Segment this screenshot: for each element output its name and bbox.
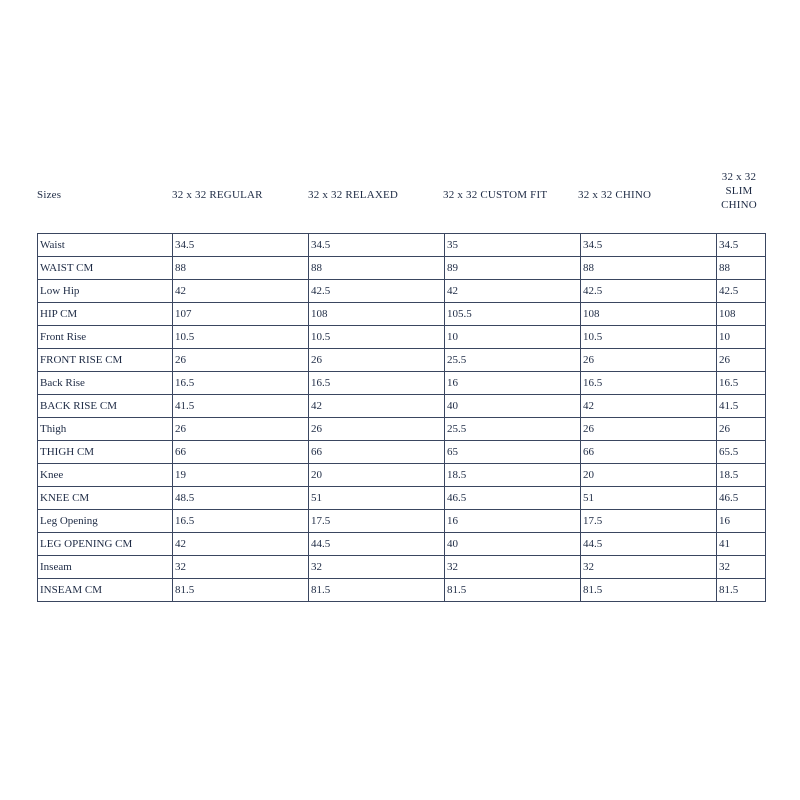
table-cell: 16 <box>717 510 766 533</box>
table-cell: 81.5 <box>445 579 581 602</box>
table-cell: 81.5 <box>309 579 445 602</box>
table-cell: 88 <box>173 257 309 280</box>
table-cell: 20 <box>309 464 445 487</box>
table-row <box>38 372 766 395</box>
table-row <box>38 510 766 533</box>
table-cell: 34.5 <box>717 234 766 257</box>
table-cell: 42 <box>173 533 309 556</box>
table-cell: 17.5 <box>309 510 445 533</box>
table-cell: 42.5 <box>717 280 766 303</box>
table-cell: 108 <box>581 303 717 326</box>
table-cell: 44.5 <box>581 533 717 556</box>
table-cell: 88 <box>717 257 766 280</box>
header-sizes-label: Sizes <box>37 189 62 201</box>
table-cell: 88 <box>581 257 717 280</box>
table-cell: 20 <box>581 464 717 487</box>
table-cell: 88 <box>309 257 445 280</box>
table-cell: 25.5 <box>445 349 581 372</box>
table-cell: 44.5 <box>309 533 445 556</box>
table-row <box>38 326 766 349</box>
table-cell: 48.5 <box>173 487 309 510</box>
row-label: FRONT RISE CM <box>38 349 173 372</box>
table-cell: 32 <box>717 556 766 579</box>
table-cell: 46.5 <box>717 487 766 510</box>
table-cell: 10 <box>445 326 581 349</box>
table-row <box>38 487 766 510</box>
row-label: Thigh <box>38 418 173 441</box>
table-cell: 26 <box>309 418 445 441</box>
table-cell: 10.5 <box>173 326 309 349</box>
table-cell: 10 <box>717 326 766 349</box>
table-row <box>38 556 766 579</box>
table-row <box>38 579 766 602</box>
table-cell: 26 <box>717 418 766 441</box>
table-cell: 89 <box>445 257 581 280</box>
table-cell: 26 <box>581 418 717 441</box>
table-cell: 65 <box>445 441 581 464</box>
table-cell: 81.5 <box>717 579 766 602</box>
size-table-body <box>38 234 766 602</box>
row-label: BACK RISE CM <box>38 395 173 418</box>
table-row <box>38 395 766 418</box>
table-cell: 32 <box>581 556 717 579</box>
table-cell: 51 <box>309 487 445 510</box>
table-cell: 51 <box>581 487 717 510</box>
table-cell: 42 <box>445 280 581 303</box>
table-cell: 26 <box>581 349 717 372</box>
table-cell: 108 <box>717 303 766 326</box>
row-label: HIP CM <box>38 303 173 326</box>
table-cell: 10.5 <box>581 326 717 349</box>
table-cell: 42 <box>309 395 445 418</box>
table-row <box>38 349 766 372</box>
table-cell: 66 <box>173 441 309 464</box>
table-cell: 40 <box>445 533 581 556</box>
table-cell: 18.5 <box>445 464 581 487</box>
table-cell: 42.5 <box>581 280 717 303</box>
table-cell: 66 <box>309 441 445 464</box>
table-cell: 34.5 <box>581 234 717 257</box>
row-label: Knee <box>38 464 173 487</box>
table-cell: 26 <box>173 349 309 372</box>
table-cell: 16.5 <box>581 372 717 395</box>
table-cell: 40 <box>445 395 581 418</box>
row-label: Low Hip <box>38 280 173 303</box>
row-label: Inseam <box>38 556 173 579</box>
table-cell: 34.5 <box>173 234 309 257</box>
table-cell: 32 <box>309 556 445 579</box>
table-cell: 108 <box>309 303 445 326</box>
table-row <box>38 418 766 441</box>
table-cell: 16 <box>445 372 581 395</box>
table-row <box>38 257 766 280</box>
table-cell: 65.5 <box>717 441 766 464</box>
table-cell: 41 <box>717 533 766 556</box>
table-cell: 19 <box>173 464 309 487</box>
table-cell: 10.5 <box>309 326 445 349</box>
row-label: KNEE CM <box>38 487 173 510</box>
table-cell: 46.5 <box>445 487 581 510</box>
table-cell: 16.5 <box>173 510 309 533</box>
table-cell: 17.5 <box>581 510 717 533</box>
table-cell: 81.5 <box>173 579 309 602</box>
header-relaxed: 32 x 32 RELAXED <box>308 189 399 201</box>
table-row <box>38 303 766 326</box>
table-cell: 16.5 <box>717 372 766 395</box>
row-label: LEG OPENING CM <box>38 533 173 556</box>
table-row <box>38 533 766 556</box>
table-cell: 16.5 <box>309 372 445 395</box>
table-cell: 32 <box>445 556 581 579</box>
row-label: INSEAM CM <box>38 579 173 602</box>
table-cell: 107 <box>173 303 309 326</box>
header-regular: 32 x 32 REGULAR <box>172 189 263 201</box>
row-label: WAIST CM <box>38 257 173 280</box>
size-table <box>37 233 766 602</box>
table-cell: 35 <box>445 234 581 257</box>
header-row <box>37 170 765 230</box>
table-cell: 26 <box>173 418 309 441</box>
table-cell: 105.5 <box>445 303 581 326</box>
table-cell: 42.5 <box>309 280 445 303</box>
table-cell: 26 <box>309 349 445 372</box>
table-cell: 18.5 <box>717 464 766 487</box>
table-cell: 81.5 <box>581 579 717 602</box>
header-custom-fit: 32 x 32 CUSTOM FIT <box>443 189 548 201</box>
table-cell: 26 <box>717 349 766 372</box>
table-cell: 16 <box>445 510 581 533</box>
table-row <box>38 234 766 257</box>
table-row <box>38 280 766 303</box>
row-label: Leg Opening <box>38 510 173 533</box>
table-cell: 41.5 <box>173 395 309 418</box>
row-label: Back Rise <box>38 372 173 395</box>
table-cell: 32 <box>173 556 309 579</box>
table-row <box>38 464 766 487</box>
header-slim-chino: 32 x 32 SLIM CHINO <box>721 171 757 211</box>
table-cell: 41.5 <box>717 395 766 418</box>
table-cell: 25.5 <box>445 418 581 441</box>
row-label: Front Rise <box>38 326 173 349</box>
table-cell: 42 <box>173 280 309 303</box>
table-cell: 16.5 <box>173 372 309 395</box>
row-label: Waist <box>38 234 173 257</box>
table-cell: 66 <box>581 441 717 464</box>
header-chino: 32 x 32 CHINO <box>578 189 652 201</box>
table-cell: 42 <box>581 395 717 418</box>
row-label: THIGH CM <box>38 441 173 464</box>
table-cell: 34.5 <box>309 234 445 257</box>
table-row <box>38 441 766 464</box>
